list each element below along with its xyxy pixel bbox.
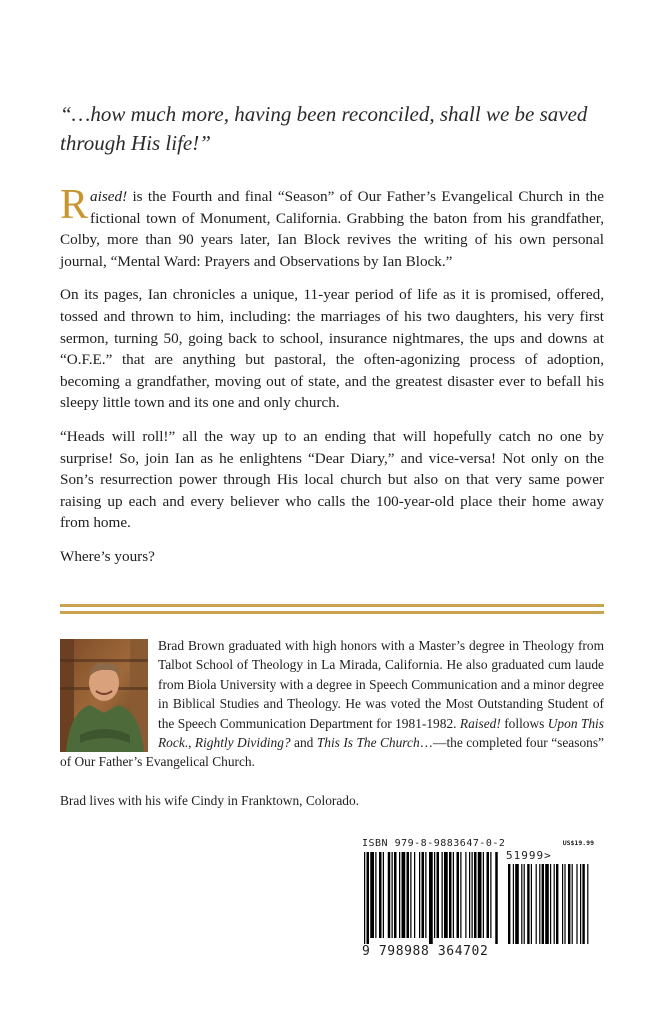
gold-divider-top [60,604,604,607]
drop-cap: R [60,182,89,228]
book-title-raised: aised! [90,188,128,205]
gold-divider-bottom [60,611,604,614]
description-paragraph-2: On its pages, Ian chronicles a unique, 11-year period of life as it is promised, offered, tossed and thrown to him, including: the marriages of his two daughters, his very first sermon, turning 50, going back to school, insurance nightmares, the ups and downs at “O.F.E.” that are anything but pastoral, the often-agonizing process of adoption, becoming a grandfather, moving out of state, and the greatest disaster ever to befall his sleepy little town and its one and only church. [60,286,604,412]
description-paragraph-4: Where’s yours? [60,547,155,565]
ean-digits: 9 798988 364702 [362,944,489,959]
isbn-label: ISBN 979-8-9883647-0-2 [362,838,506,849]
book-title: Raised! [459,715,501,731]
book-title: Upon This Rock [158,715,604,751]
description-paragraph-1 [60,182,604,272]
price-code-digits: 51999> [506,849,552,862]
cover-quote: “…how much more, having been reconciled, shall we be saved through His life!” [60,102,588,155]
book-title: Rightly Dividing? [194,735,291,751]
barcode-bars [362,852,602,946]
author-residence: Brad lives with his wife Cindy in Franktown, Colorado. [60,793,360,808]
isbn-barcode [362,838,602,972]
author-bio: Brad Brown graduated with high honors with a Master’s degree in Theology from Talbot School of Theology in La Mirada, California. He also graduated cum laude from Biola University with a degree in Speech Communication and a minor degree in Biblical Studies and Theology. He was voted the Most Outstanding Student of the Speech Communication Department for 1981-1982. Raised! follows Upon This Rock., Rightly Dividing? and This Is The Church…—the completed four “seasons” of Our Father’s Evangelical Church. [60,638,604,770]
description-text-1: is the Fourth and final “Season” of Our Father’s Evangelical Church in the fictional town of Monument, California. Grabbing the baton from his grandfather, Colby, more than 90 years later, Ian Block revives the writing of his own personal journal, “Mental Ward: Prayers and Observations by Ian Block.” [60,188,604,270]
book-description [60,182,604,580]
book-title: This Is The Church [316,735,420,751]
description-paragraph-3: “Heads will roll!” all the way up to an ending that will hopefully catch no one by surprise! So, join Ian as he enlightens “Dear Diary,” and vice-versa! Not only on the Son’s resurrection power through His local church but also on that very same power raising up each and every believer who calls the 100-year-old place their home away from home. [60,427,604,532]
price-label: US$19.99 [562,839,594,847]
